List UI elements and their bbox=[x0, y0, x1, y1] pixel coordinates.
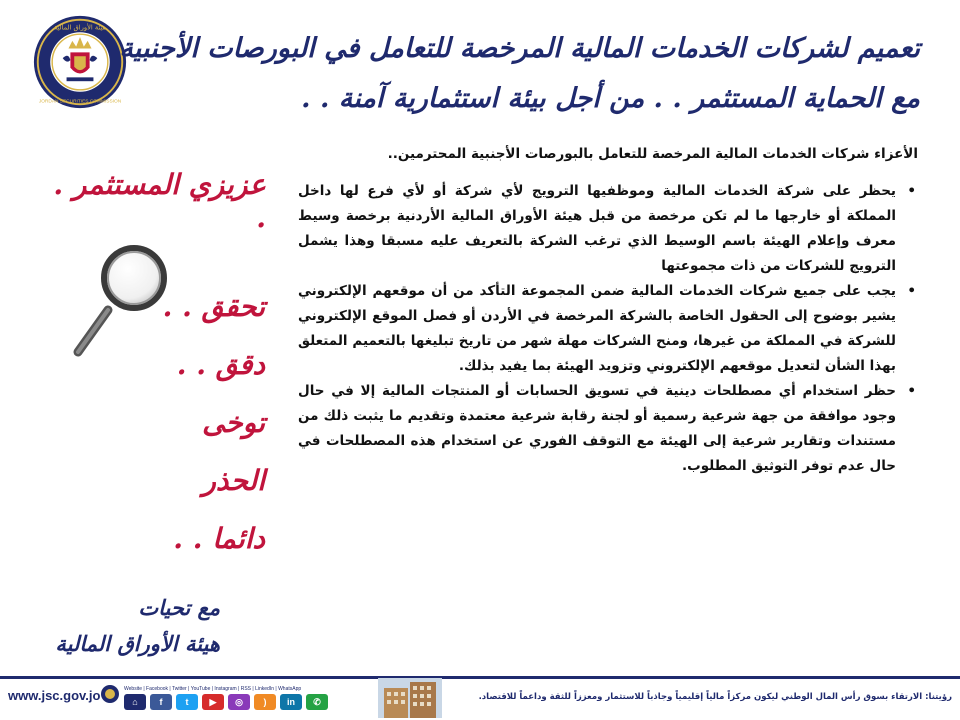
footer-divider bbox=[0, 676, 960, 679]
facebook-icon[interactable]: f bbox=[150, 694, 172, 710]
svg-text:هيئة الأوراق المالية: هيئة الأوراق المالية bbox=[53, 23, 107, 32]
list-item bbox=[298, 179, 918, 279]
signoff-line-2: هيئة الأوراق المالية bbox=[55, 631, 220, 656]
svg-text:JORDAN SECURITIES COMMISSION: JORDAN SECURITIES COMMISSION bbox=[38, 99, 122, 105]
bullet-icon: • bbox=[907, 283, 916, 299]
social-icons bbox=[124, 694, 328, 710]
jsc-small-logo bbox=[100, 684, 120, 712]
slogan-line: الحذر bbox=[202, 464, 265, 497]
title-line-2: مع الحماية المستثمر . . من أجل بيئة استثمارية آمنة . . bbox=[301, 83, 920, 114]
rss-icon[interactable]: ) bbox=[254, 694, 276, 710]
slogan-line: توخى bbox=[202, 406, 265, 439]
slogan-line: تحقق . . bbox=[162, 290, 265, 323]
twitter-icon[interactable]: t bbox=[176, 694, 198, 710]
bullet-icon: • bbox=[907, 183, 916, 199]
vision-statement: رؤيتنا: الارتقاء بسوق رأس المال الوطني ليكون مركزاً مالياً إقليمياً وجاذباً للاستثمار ومعززاً للثقة وداعماً للاقتصاد. bbox=[478, 692, 952, 702]
bullet-text: حظر استخدام أي مصطلحات دينية في تسويق الحسابات أو المنتجات المالية إلا في حال وجود موافقة من جهة شرعية رسمية أو لجنة رقابة شرعية معتمدة وتقديم ما يثبت ذلك من مستندات وتقارير شرعية إلى الهيئة مع التوقف الفوري عن استخدام هذه المصطلحات في حال عدم توفر التوثيق المطلوب. bbox=[298, 383, 896, 474]
linkedin-icon[interactable]: in bbox=[280, 694, 302, 710]
salutation: الأعزاء شركات الخدمات المالية المرخصة للتعامل بالبورصات الأجنبية المحترمين.. bbox=[387, 146, 918, 162]
slogan bbox=[150, 278, 265, 568]
signoff-line-1: مع تحيات bbox=[138, 595, 220, 620]
bullet-text: يجب على جميع شركات الخدمات المالية ضمن المجموعة التأكد من أن موقعهم الإلكتروني يشير بوضوح إلى الحقول الخاصة بالشركة المرخصة في الأردن أو فصل الموقع الإلكتروني للشركة في المملكة من غيرها، ومنح الشركات مهلة شهر من تاريخ تبليغها بالتعميم المتعلق بهذا الشأن لتعديل موقعهم الإلكتروني وتزويد الهيئة بما يفيد بذلك. bbox=[298, 283, 896, 374]
circular-body bbox=[298, 142, 918, 479]
whatsapp-icon[interactable]: ✆ bbox=[306, 694, 328, 710]
social-labels: Website | Facebook | Twitter | YouTube | Instagram | RSS | LinkedIn | WhatsApp bbox=[124, 686, 302, 692]
signoff bbox=[30, 590, 220, 662]
bullet-icon: • bbox=[907, 383, 916, 399]
page-title bbox=[119, 24, 920, 124]
slogan-line: دائما . . bbox=[173, 522, 265, 555]
website-icon[interactable]: ⌂ bbox=[124, 694, 146, 710]
instagram-icon[interactable]: ◎ bbox=[228, 694, 250, 710]
list-item bbox=[298, 379, 918, 479]
bullet-text: يحظر على شركة الخدمات المالية وموظفيها الترويج لأي شركة أو لأي فرع لها داخل المملكة أو خارجها ما لم تكن مرخصة من قبل هيئة الأوراق المالية الأردنية برخصة وسيط معرف وإعلام الهيئة باسم الوسيط الذي ترغب الشركة بالتعريف عليه مسبقا وهذا يشمل الترويج للشركات من ذات مجموعتها bbox=[298, 183, 896, 274]
website-link[interactable]: www.jsc.gov.jo bbox=[8, 688, 101, 703]
greeting: عزيزي المستثمر . . bbox=[53, 168, 266, 234]
slogan-line: دقق . . bbox=[176, 348, 265, 381]
jsc-logo bbox=[32, 14, 128, 110]
title-line-1: تعميم لشركات الخدمات المالية المرخصة للتعامل في البورصات الأجنبية bbox=[119, 33, 920, 64]
building-image bbox=[378, 678, 442, 718]
list-item bbox=[298, 279, 918, 379]
bullet-list bbox=[298, 179, 918, 479]
youtube-icon[interactable]: ▶ bbox=[202, 694, 224, 710]
